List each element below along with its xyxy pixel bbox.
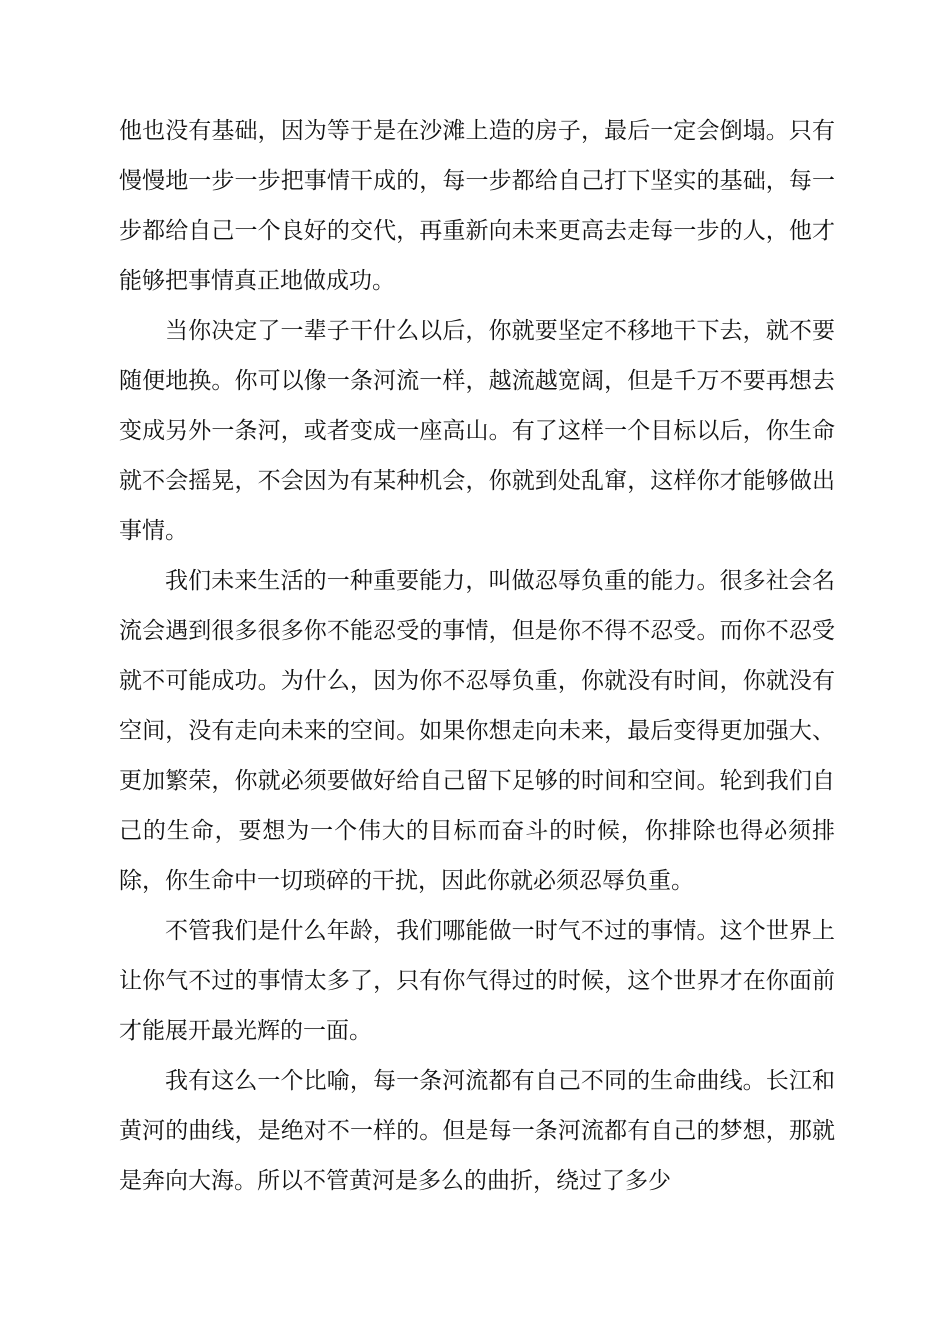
paragraph-2: 当你决定了一辈子干什么以后，你就要坚定不移地干下去，就不要随便地换。你可以像一条河流一样，越流越宽阔，但是千万不要再想去变成另外一条河，或者变成一座高山。有了这样一个目标以后，你生命就不会摇晃，不会因为有某种机会，你就到处乱窜，这样你才能够做出事情。 (119, 318, 835, 544)
paragraph-3: 我们未来生活的一种重要能力，叫做忍辱负重的能力。很多社会名流会遇到很多很多你不能忍受的事情，但是你不得不忍受。而你不忍受就不可能成功。为什么，因为你不忍辱负重，你就没有时间，你就没有空间，没有走向未来的空间。如果你想走向未来，最后变得更加强大、更加繁荣，你就必须要做好给自己留下足够的时间和空间。轮到我们自己的生命，要想为一个伟大的目标而奋斗的时候，你排除也得必须排除，你生命中一切琐碎的干扰，因此你就必须忍辱负重。 (119, 568, 835, 894)
paragraph-1: 他也没有基础，因为等于是在沙滩上造的房子，最后一定会倒塌。只有慢慢地一步一步把事情干成的，每一步都给自己打下坚实的基础，每一步都给自己一个良好的交代，再重新向未来更高去走每一步的人，他才能够把事情真正地做成功。 (119, 118, 835, 294)
paragraph-4: 不管我们是什么年龄，我们哪能做一时气不过的事情。这个世界上让你气不过的事情太多了，只有你气得过的时候，这个世界才在你面前才能展开最光辉的一面。 (119, 918, 835, 1044)
body-text (119, 106, 835, 1206)
paragraph-5: 我有这么一个比喻，每一条河流都有自己不同的生命曲线。长江和黄河的曲线，是绝对不一样的。但是每一条河流都有自己的梦想，那就是奔向大海。所以不管黄河是多么的曲折，绕过了多少 (119, 1068, 835, 1194)
